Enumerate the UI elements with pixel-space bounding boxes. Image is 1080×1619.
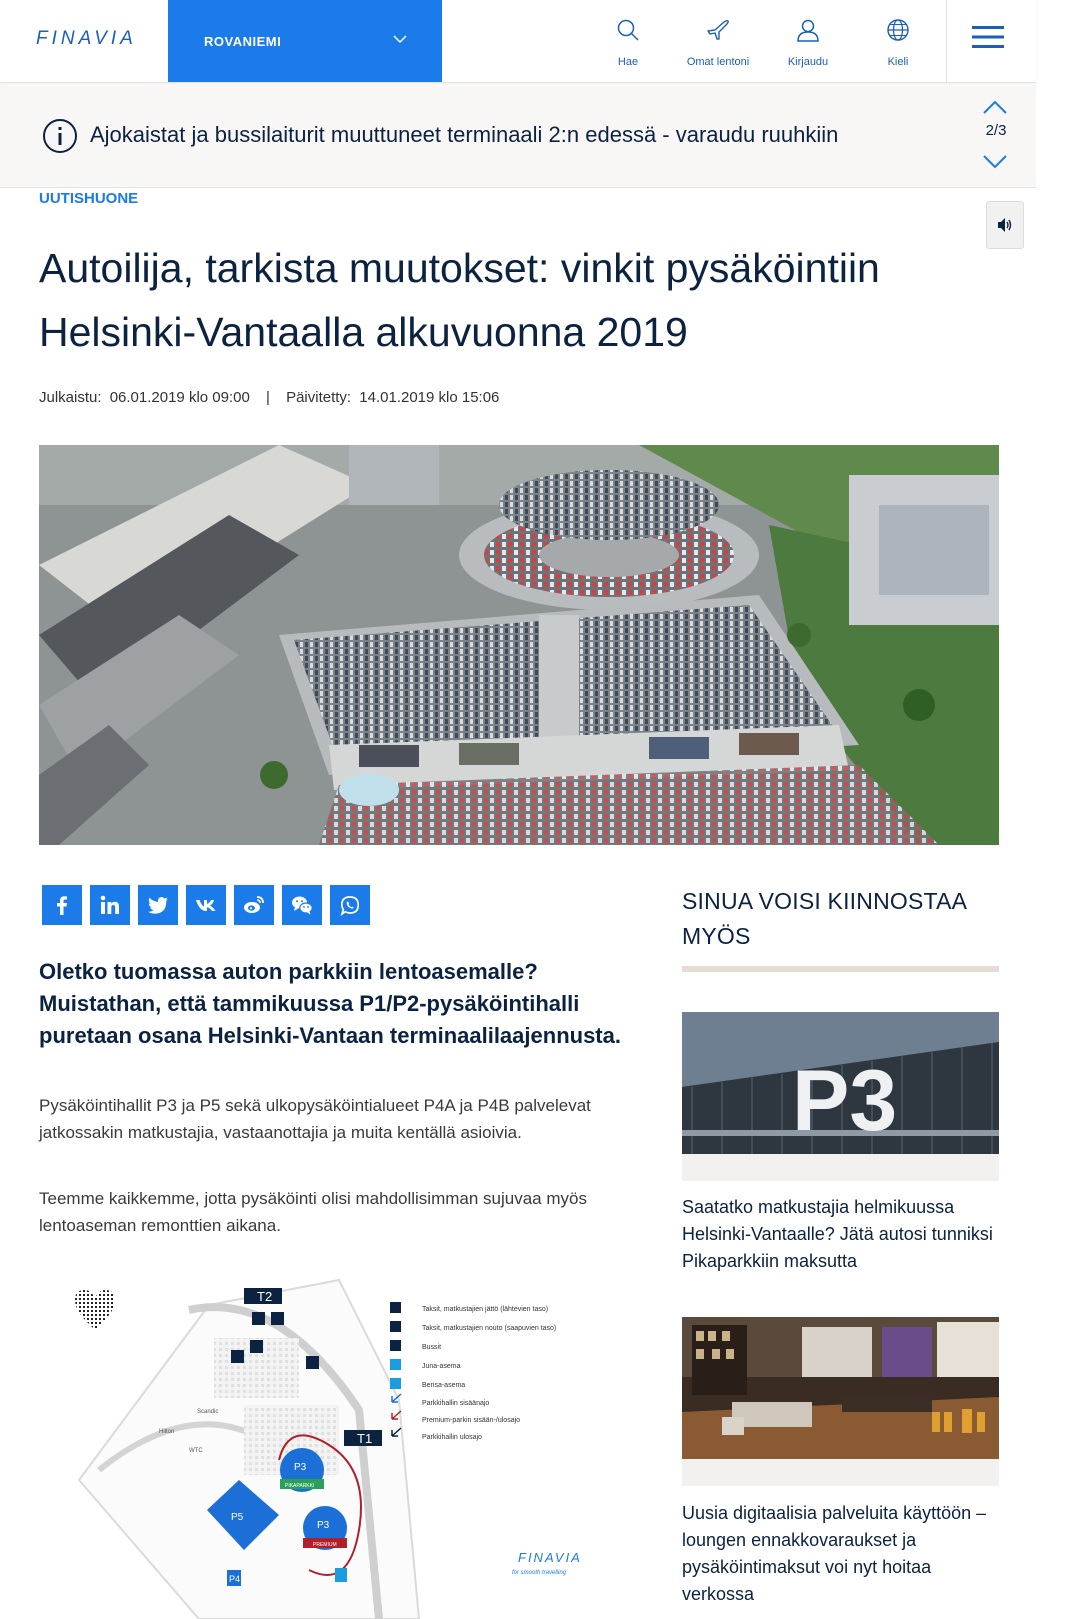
map-p4-label: P4 — [229, 1574, 241, 1584]
related-card-title[interactable]: Saatatko matkustajia helmikuussa Helsinki-Vantaalle? Jätä autosi tunniksi Pikaparkkiin maksutta — [682, 1197, 993, 1271]
related-heading: SINUA VOISI KIINNOSTAA MYÖS — [682, 888, 966, 949]
nav-login-label: Kirjaudu — [787, 56, 829, 68]
notice-text[interactable]: Ajokaistat ja bussilaiturit muuttuneet terminaali 2:n edessä - varaudu ruuhkiin — [90, 122, 839, 147]
related-divider — [682, 966, 999, 972]
twitter-icon — [147, 894, 169, 916]
nav-search-label: Hae — [617, 56, 639, 68]
map-legend-item: Taksit, matkustajien jättö (lähtevien taso) — [422, 1306, 549, 1313]
notice-counter: 2/3 — [985, 122, 1007, 139]
vk-icon — [195, 894, 217, 916]
breadcrumb-section[interactable]: UUTISHUONE — [39, 190, 139, 207]
map-wtc-label: WTC — [189, 1448, 203, 1454]
heart-icon — [75, 1290, 115, 1330]
map-legend-item: Premium-parkin sisään-/ulosajo — [422, 1417, 521, 1424]
airport-selector[interactable] — [168, 0, 442, 82]
share-wechat-button[interactable] — [282, 885, 322, 925]
related-card-caption-bar — [682, 1459, 999, 1486]
globe-icon — [886, 18, 910, 42]
share-twitter-button[interactable] — [138, 885, 178, 925]
map-legend-item: Bensa-asema — [422, 1382, 466, 1389]
updated-date: 14.01.2019 klo 15:06 — [359, 389, 500, 406]
map-legend-item: Juna-asema — [422, 1363, 461, 1370]
weibo-icon — [243, 894, 265, 916]
parking-map-image — [39, 1270, 639, 1619]
map-legend-item: Bussit — [422, 1344, 442, 1351]
map-tagline: for smooth travelling — [512, 1570, 567, 1576]
map-scandic-label: Scandic — [197, 1409, 219, 1415]
whatsapp-icon — [339, 894, 361, 916]
nav-language[interactable] — [858, 0, 938, 82]
date-separator: | — [266, 389, 270, 406]
map-p3-upper-label: P3 — [294, 1462, 307, 1473]
related-card-image[interactable] — [682, 1317, 999, 1459]
related-card-image-text: P3 — [792, 1053, 898, 1149]
share-vk-button[interactable] — [186, 885, 226, 925]
article-lead: Oletko tuomassa auton parkkiin lentoasemalle? Muistathan, että tammikuussa P1/P2-pysäköintihalli puretaan osana Helsinki-Vantaan terminaalilaajennusta. — [39, 959, 621, 1048]
plane-icon — [706, 18, 732, 42]
published-date: 06.01.2019 klo 09:00 — [109, 389, 250, 406]
nav-my-flights[interactable] — [678, 0, 758, 82]
hero-image — [39, 445, 999, 845]
user-icon — [796, 18, 820, 42]
related-card-title[interactable]: Uusia digitaalisia palveluita käyttöön – loungen ennakkovaraukset ja pysäköintimaksut voi nyt hoitaa verkossa — [682, 1503, 987, 1604]
share-facebook-button[interactable] — [42, 885, 82, 925]
page-title: Autoilija, tarkista muutokset: vinkit pysäköintiin Helsinki-Vantaalla alkuvuonna 2019 — [39, 245, 880, 355]
article-paragraph: Teemme kaikkemme, jotta pysäköinti olisi mahdollisimman sujuvaa myös lentoaseman remonttien aikana. — [39, 1189, 587, 1235]
map-legend-item: Parkkihallin ulosajo — [422, 1434, 482, 1441]
map-p5-label: P5 — [231, 1512, 244, 1523]
share-whatsapp-button[interactable] — [330, 885, 370, 925]
map-hilton-label: Hilton — [159, 1429, 175, 1435]
finavia-logo[interactable]: FINAVIA — [36, 28, 137, 49]
share-weibo-button[interactable] — [234, 885, 274, 925]
hamburger-icon[interactable] — [972, 24, 1004, 50]
nav-login[interactable] — [768, 0, 848, 82]
airport-selector-label: ROVANIEMI — [204, 34, 282, 49]
published-label: Julkaistu: — [39, 389, 102, 406]
map-t2-label: T2 — [257, 1289, 273, 1304]
header-divider — [946, 0, 947, 82]
article-dates — [39, 389, 503, 406]
map-pikaparkki-label: PIKAPARKKI — [285, 1483, 315, 1489]
chevron-up-icon[interactable] — [982, 99, 1008, 115]
site-header — [0, 0, 1036, 83]
nav-language-label: Kieli — [887, 56, 909, 68]
nav-search[interactable] — [588, 0, 668, 82]
map-legend-item: Parkkihallin sisäänajo — [422, 1400, 490, 1407]
map-legend-item: Taksit, matkustajien nouto (saapuvien taso) — [422, 1325, 557, 1332]
map-p3-lower-label: P3 — [317, 1520, 330, 1531]
related-card-caption-bar — [682, 1154, 999, 1181]
info-icon — [42, 118, 78, 154]
facebook-icon — [51, 894, 73, 916]
updated-label: Päivitetty: — [286, 389, 352, 406]
notice-banner — [0, 84, 1036, 188]
wechat-icon — [291, 894, 313, 916]
map-t1-label: T1 — [357, 1431, 373, 1446]
map-brand-logo: FINAVIA — [518, 1550, 582, 1565]
map-premium-label: PREMIUM — [313, 1542, 337, 1548]
chevron-down-icon[interactable] — [982, 154, 1008, 170]
read-aloud-button[interactable] — [986, 201, 1024, 249]
chevron-down-icon — [393, 34, 407, 44]
article-paragraph: Pysäköintihallit P3 ja P5 sekä ulkopysäköintialueet P4A ja P4B palvelevat jatkossakin matkustajia, vastaanottajia ja muita kentällä asioivia. — [39, 1096, 591, 1142]
linkedin-icon — [99, 894, 121, 916]
speaker-icon — [997, 217, 1013, 233]
related-card-image[interactable] — [682, 1012, 999, 1154]
share-linkedin-button[interactable] — [90, 885, 130, 925]
nav-my-flights-label: Omat lentoni — [686, 56, 750, 68]
search-icon — [616, 18, 640, 42]
